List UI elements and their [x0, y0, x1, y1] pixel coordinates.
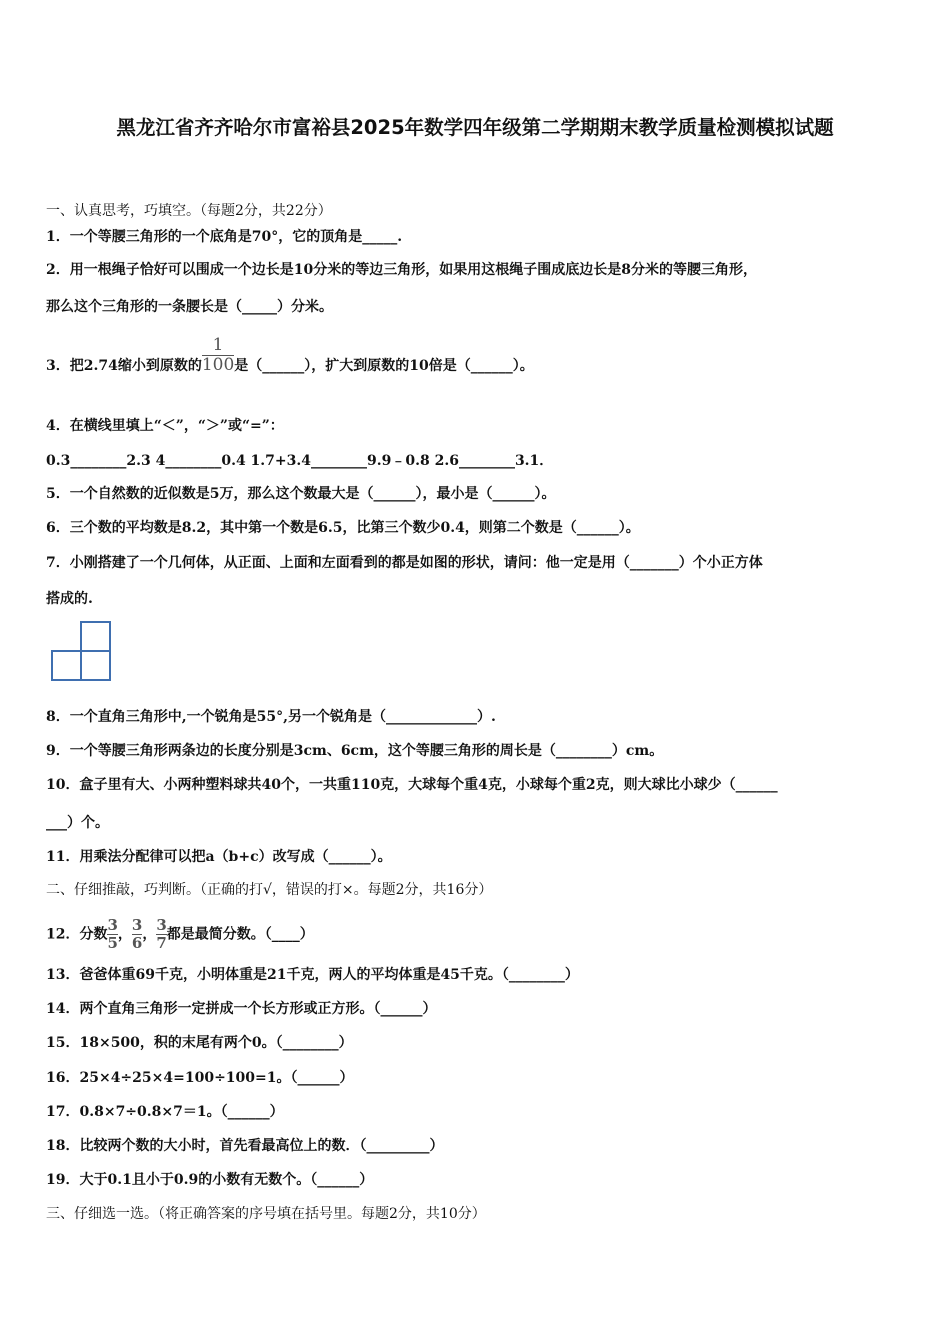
section-1-heading: 一、认真思考，巧填空。（每题2分，共22分）	[46, 203, 332, 219]
fraction-denominator: 7	[156, 934, 167, 952]
question-1: 1．一个等腰三角形的一个底角是70°，它的顶角是_____.	[46, 229, 403, 245]
fraction-separator: ，	[142, 926, 157, 943]
question-13: 13．爸爸体重69千克，小明体重是21千克，两人的平均体重是45千克。（________）	[46, 967, 579, 983]
question-10-line-1: 10．盒子里有大、小两种塑料球共40个，一共重110克，大球每个重4克，小球每个重2克，则大球比小球少（______	[46, 777, 778, 793]
question-14: 14．两个直角三角形一定拼成一个长方形或正方形。（______）	[46, 1001, 437, 1017]
question-7-line-1: 7．小刚搭建了一个几何体，从正面、上面和左面看到的都是如图的形状，请问：他一定是用（_______）个小正方体	[46, 555, 763, 571]
question-5: 5．一个自然数的近似数是5万，那么这个数最大是（______），最小是（______）。	[46, 486, 556, 502]
fraction-numerator: 3	[107, 916, 118, 934]
figure-top-square	[81, 622, 110, 651]
question-3-suffix: 是（______），扩大到原数的10倍是（______）。	[234, 358, 534, 374]
figure-bottom-left-square	[52, 651, 81, 680]
question-12-suffix: 都是最简分数。（____）	[166, 926, 314, 943]
fraction-three-sevenths	[156, 918, 166, 951]
question-16: 16．25×4÷25×4=100÷100=1。（______）	[46, 1070, 354, 1086]
question-6: 6．三个数的平均数是8.2，其中第一个数是6.5，比第三个数少0.4，则第二个数是（______）。	[46, 520, 640, 536]
section-2-heading: 二、仔细推敲，巧判断。（正确的打√，错误的打×。每题2分，共16分）	[46, 882, 493, 898]
question-15: 15．18×500，积的末尾有两个0。（________）	[46, 1035, 353, 1051]
fraction-numerator: 3	[156, 916, 167, 934]
fraction-separator: ，	[117, 926, 132, 943]
cube-view-figure	[50, 621, 114, 683]
question-10-line-2: ___）个。	[46, 815, 109, 831]
fraction-denominator: 5	[107, 934, 118, 952]
fraction-denominator: 100	[201, 354, 235, 375]
question-2-line-1: 2．用一根绳子恰好可以围成一个边长是10分米的等边三角形，如果用这根绳子围成底边长是8分米的等腰三角形，	[46, 262, 757, 278]
fraction-numerator: 1	[212, 334, 224, 355]
question-4-line-1: 4．在横线里填上“＜”，“＞”或“=”：	[46, 418, 284, 434]
question-17: 17．0.8×7÷0.8×7＝1。（______）	[46, 1104, 284, 1120]
question-19: 19．大于0.1且小于0.9的小数有无数个。（______）	[46, 1172, 374, 1188]
fraction-denominator: 6	[131, 934, 143, 952]
question-7-line-2: 搭成的.	[46, 591, 93, 607]
question-2-line-2: 那么这个三角形的一条腰长是（_____）分米。	[46, 299, 333, 315]
fraction-three-fifths	[107, 918, 117, 951]
question-3	[46, 334, 534, 376]
question-8: 8．一个直角三角形中,一个锐角是55°,另一个锐角是（_____________）.	[46, 709, 496, 725]
figure-bottom-right-square	[81, 651, 110, 680]
question-12-prefix: 12．分数	[46, 926, 108, 943]
fraction-one-hundredth	[201, 334, 235, 375]
question-9: 9．一个等腰三角形两条边的长度分别是3cm、6cm，这个等腰三角形的周长是（________）cm。	[46, 743, 664, 759]
fraction-three-sixths	[132, 918, 142, 951]
question-12	[46, 918, 314, 951]
question-4-line-2: 0.3________2.3 4________0.4 1.7+3.4________9.9﹣0.8 2.6________3.1．	[46, 453, 554, 469]
fraction-numerator: 3	[131, 916, 143, 934]
section-3-heading: 三、仔细选一选。（将正确答案的序号填在括号里。每题2分，共10分）	[46, 1206, 486, 1222]
question-3-prefix: 3．把2.74缩小到原数的	[46, 358, 202, 374]
question-18: 18．比较两个数的大小时，首先看最高位上的数．（_________）	[46, 1138, 444, 1154]
question-11: 11．用乘法分配律可以把a（b+c）改写成（______）。	[46, 849, 392, 865]
page-title: 黑龙江省齐齐哈尔市富裕县2025年数学四年级第二学期期末教学质量检测模拟试题	[116, 116, 834, 139]
